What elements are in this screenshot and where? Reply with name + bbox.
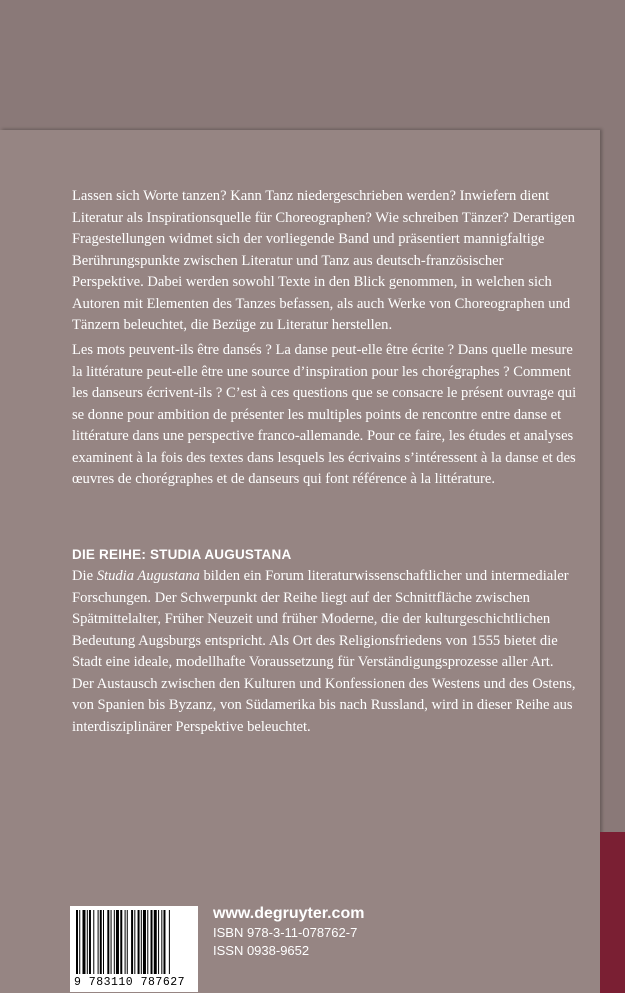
german-blurb: Lassen sich Worte tanzen? Kann Tanz niedergeschrieben werden? Inwiefern dient Literatur als Inspirationsquelle für Choreographen? Wie schreiben Tänzer? Derartigen Fragestellungen widmet sich der vorliegende Band und präsentiert mannigfaltige Berührungspunkte zwischen Literatur und Tanz aus deutsch-französischer Perspektive. Dabei werden sowohl Texte in den Blick genommen, in welchen sich Autoren mit Elementen des Tanzes befassen, als auch Werke von Choreographen und Tänzern beleuchtet, die Bezüge zu Literatur herstellen. [72, 188, 575, 333]
isbn: ISBN 978-3-11-078762-7 [213, 925, 358, 940]
series-heading: DIE REIHE: STUDIA AUGUSTANA [72, 547, 292, 562]
barcode [70, 906, 198, 992]
series-intro: Die [72, 568, 97, 584]
accent-strip [600, 832, 625, 993]
french-blurb: Les mots peuvent-ils être dansés ? La danse peut-elle être écrite ? Dans quelle mesure la littérature peut-elle être une source d’inspiration pour les chorégraphes ? Comment les danseurs écrivent-ils ? C’est à ces questions que se consacre le présent ouvrage qui se donne pour ambition de présenter les multiples points de rencontre entre danse et littérature dans une perspective franco-allemande. Pour ce faire, les études et analyses examinent à la fois des textes dans lesquels les écrivains s’intéressent à la danse et des œuvres de chorégraphes et de danseurs qui font référence à la littérature. [72, 342, 577, 487]
series-title: Studia Augustana [96, 568, 200, 584]
publisher-url[interactable]: www.degruyter.com [213, 905, 365, 922]
publisher-info [213, 903, 364, 960]
issn: ISSN 0938-9652 [213, 943, 310, 958]
series-body: bilden ein Forum literaturwissenschaftlicher und intermedialer Forschungen. Der Schwerpunkt der Reihe liegt auf der Schnittfläche zwischen Spätmittelalter, Früher Neuzeit und früher Moderne, die der kulturgeschichtlichen Bedeutung Augsburgs entspricht. Als Ort des Religionsfriedens von 1555 bietet die Stadt eine ideale, modellhafte Voraussetzung für Verständigungsprozesse aller Art. Der Austausch zwischen den Kulturen und Konfessionen des Westens und des Ostens, von Spanien bis Byzanz, von Südamerika bis nach Russland, wird in dieser Reihe aus interdisziplinärer Perspektive beleuchtet. [72, 568, 576, 735]
series-description [72, 566, 577, 738]
barcode-bars [76, 910, 192, 974]
barcode-number: 9 783110 787627 [74, 976, 186, 989]
